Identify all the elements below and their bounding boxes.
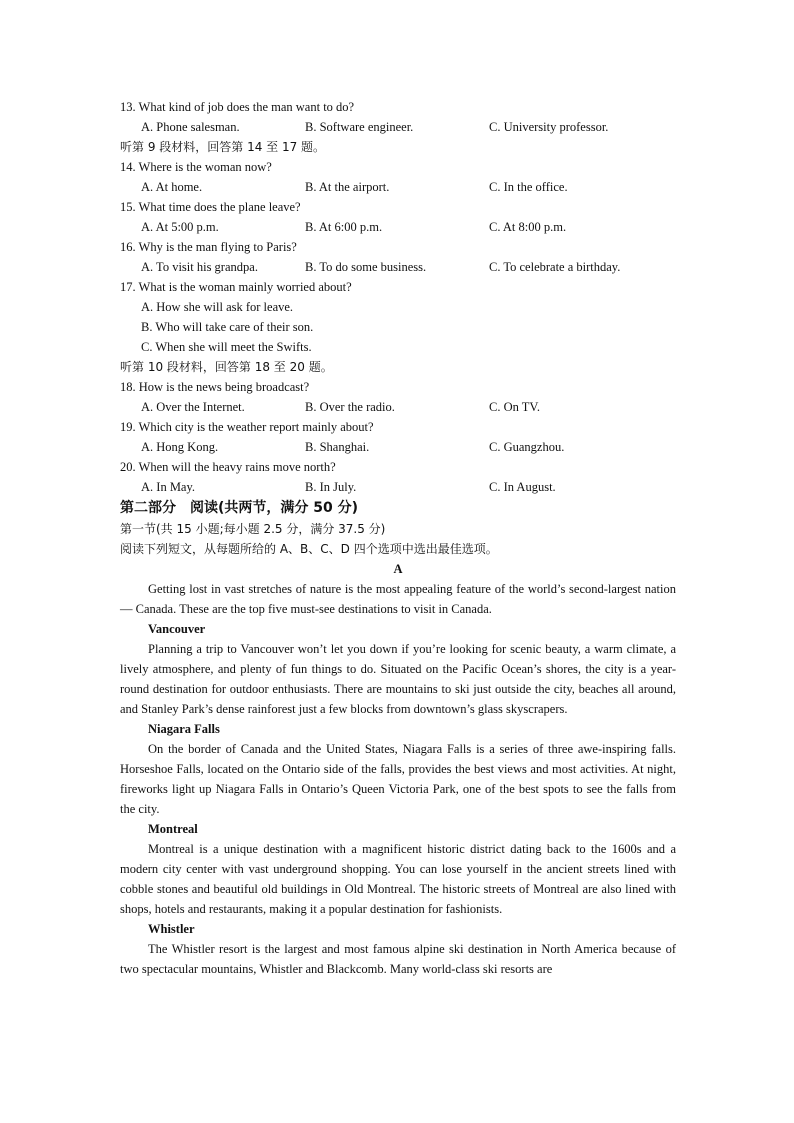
option-c: C. To celebrate a birthday. xyxy=(489,260,621,274)
option-b: B. At 6:00 p.m. xyxy=(305,220,383,234)
option-c: C. When she will meet the Swifts. xyxy=(141,340,312,354)
question-16-options xyxy=(120,257,676,277)
option-a: A. Hong Kong. xyxy=(141,440,219,454)
option-c: C. In the office. xyxy=(489,180,568,194)
paragraph-niagara-falls: On the border of Canada and the United States, Niagara Falls is a series of three awe-inspiring falls. Horseshoe Falls, located on the Ontario side of the falls, provides the best views and most activities. At night, fireworks light up Niagara Falls in Ontario’s Queen Victoria Park, one of the best spots to see the falls from the city. xyxy=(120,742,676,816)
question-15-options xyxy=(120,217,676,237)
question-20: 20. When will the heavy rains move north? xyxy=(120,460,336,474)
option-a: A. At home. xyxy=(141,180,203,194)
question-19: 19. Which city is the weather report mainly about? xyxy=(120,420,374,434)
option-c: C. In August. xyxy=(489,480,556,494)
exam-page xyxy=(120,97,676,979)
question-18-options xyxy=(120,397,676,417)
option-c: C. Guangzhou. xyxy=(489,440,565,454)
section-one-instruction: 阅读下列短文，从每题所给的 A、B、C、D 四个选项中选出最佳选项。 xyxy=(120,542,498,556)
paragraph-vancouver: Planning a trip to Vancouver won’t let you down if you’re looking for scenic beauty, a warm climate, a lively atmosphere, and plenty of fun things to do. Situated on the Pacific Ocean’s shores, the city is a year-round destination for outdoor enthusiasts. There are mountains to ski just outside the city, beaches all around, and Stanley Park’s dense rainforest just a few blocks from downtown’s glass skyscrapers. xyxy=(120,642,676,716)
paragraph-whistler: The Whistler resort is the largest and most famous alpine ski destination in North America because of two spectacular mountains, Whistler and Blackcomb. Many world-class ski resorts are xyxy=(120,942,676,976)
option-a: A. Phone salesman. xyxy=(141,120,240,134)
question-13-options xyxy=(120,117,676,137)
option-c: C. At 8:00 p.m. xyxy=(489,220,567,234)
option-b: B. Who will take care of their son. xyxy=(141,320,314,334)
part-two-title: 第二部分 阅读(共两节，满分 50 分) xyxy=(120,500,359,516)
question-20-options xyxy=(120,477,676,497)
option-a: A. How she will ask for leave. xyxy=(141,300,294,314)
paragraph-montreal: Montreal is a unique destination with a magnificent historic district dating back to the 1600s and a modern city center with vast underground shopping. You can lose yourself in the ancient streets lined with cobble stones and beautiful old buildings in Old Montreal. The historic streets of Montreal are also lined with shops, hotels and restaurants, making it a popular destination for fashionists. xyxy=(120,842,676,916)
question-13: 13. What kind of job does the man want to do? xyxy=(120,100,355,114)
instruction-material-9: 听第 9 段材料，回答第 14 至 17 题。 xyxy=(120,140,326,154)
question-14: 14. Where is the woman now? xyxy=(120,160,272,174)
question-14-options xyxy=(120,177,676,197)
passage-label: A xyxy=(393,562,403,576)
question-18: 18. How is the news being broadcast? xyxy=(120,380,310,394)
question-15: 15. What time does the plane leave? xyxy=(120,200,301,214)
option-b: B. At the airport. xyxy=(305,180,390,194)
option-c: C. University professor. xyxy=(489,120,609,134)
question-17: 17. What is the woman mainly worried about? xyxy=(120,280,352,294)
option-a: A. Over the Internet. xyxy=(141,400,245,414)
heading-niagara-falls: Niagara Falls xyxy=(148,722,220,736)
heading-montreal: Montreal xyxy=(148,822,198,836)
option-b: B. Over the radio. xyxy=(305,400,395,414)
section-one-title: 第一节(共 15 小题;每小题 2.5 分，满分 37.5 分) xyxy=(120,522,386,536)
option-b: B. Shanghai. xyxy=(305,440,370,454)
option-a: A. To visit his grandpa. xyxy=(141,260,258,274)
heading-whistler: Whistler xyxy=(148,922,195,936)
question-19-options xyxy=(120,437,676,457)
option-a: A. In May. xyxy=(141,480,196,494)
option-c: C. On TV. xyxy=(489,400,540,414)
option-a: A. At 5:00 p.m. xyxy=(141,220,219,234)
option-b: B. In July. xyxy=(305,480,357,494)
passage-intro: Getting lost in vast stretches of nature is the most appealing feature of the world’s second-largest nation — Canada. These are the top five must-see destinations to visit in Canada. xyxy=(120,582,676,616)
question-16: 16. Why is the man flying to Paris? xyxy=(120,240,297,254)
instruction-material-10: 听第 10 段材料，回答第 18 至 20 题。 xyxy=(120,360,333,374)
heading-vancouver: Vancouver xyxy=(148,622,206,636)
option-b: B. To do some business. xyxy=(305,260,427,274)
option-b: B. Software engineer. xyxy=(305,120,414,134)
